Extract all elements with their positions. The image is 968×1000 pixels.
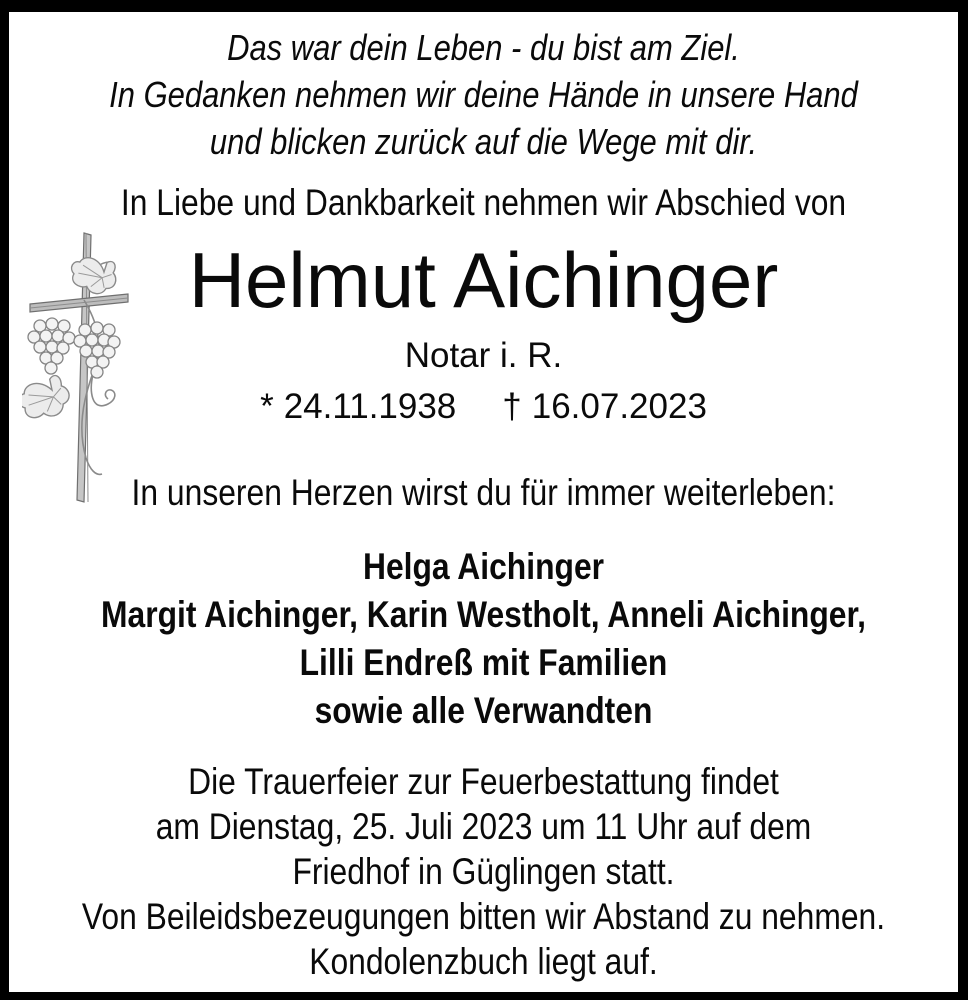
funeral-line: Von Beileidsbezeugungen bitten wir Abstand zu nehmen. (81, 896, 886, 937)
deceased-title: Notar i. R. (404, 336, 563, 375)
life-dates (9, 387, 958, 427)
mourner-line: Margit Aichinger, Karin Westholt, Anneli Aichinger, (101, 594, 866, 635)
birth-symbol: * (260, 387, 274, 426)
death-date (502, 387, 707, 426)
death-date-value: 16.07.2023 (531, 387, 707, 426)
death-symbol: † (502, 387, 522, 426)
deceased-name: Helmut Aichinger (188, 236, 779, 324)
funeral-line: Kondolenzbuch liegt auf. (309, 941, 658, 982)
remembrance-line: In unseren Herzen wirst du für immer weiterleben: (131, 472, 836, 513)
funeral-line: Friedhof in Güglingen statt. (292, 851, 675, 892)
verse-line: und blicken zurück auf die Wege mit dir. (209, 121, 758, 162)
birth-date (260, 387, 456, 426)
farewell-intro: In Liebe und Dankbarkeit nehmen wir Abschied von (120, 182, 847, 223)
mourner-line: Lilli Endreß mit Familien (299, 642, 668, 683)
funeral-line: Die Trauerfeier zur Feuerbestattung findet (188, 761, 779, 802)
verse-line: Das war dein Leben - du bist am Ziel. (227, 27, 740, 68)
funeral-line: am Dienstag, 25. Juli 2023 um 11 Uhr auf dem (155, 806, 812, 847)
verse-line: In Gedanken nehmen wir deine Hände in unsere Hand (109, 74, 858, 115)
deceased-block (9, 236, 958, 427)
mourner-line: sowie alle Verwandten (314, 690, 653, 731)
funeral-info (75, 759, 891, 984)
memorial-verse (75, 24, 891, 165)
mourners-list (75, 543, 891, 735)
mourner-line: Helga Aichinger (362, 546, 605, 587)
birth-date-value: 24.11.1938 (283, 387, 457, 426)
